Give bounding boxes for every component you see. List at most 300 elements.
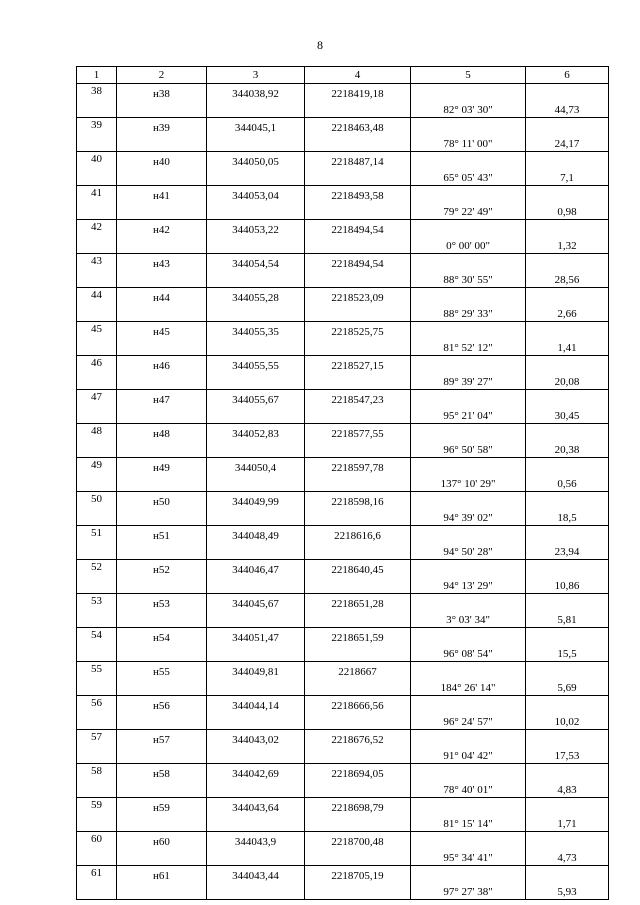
point-name-cell [117, 373, 207, 390]
table-row [77, 441, 609, 458]
point-name-cell [117, 135, 207, 152]
angle-cell: 95° 34' 41" [411, 849, 526, 866]
angle-cell [411, 560, 526, 577]
table-row [77, 492, 609, 509]
table-row [77, 424, 609, 441]
angle-cell: 3° 03' 34" [411, 611, 526, 628]
y-coordinate-cell [305, 577, 411, 594]
y-coordinate-cell: 2218651,59 [305, 628, 411, 645]
x-coordinate-cell: 344055,55 [207, 356, 305, 373]
distance-cell: 1,32 [526, 237, 609, 254]
angle-cell [411, 832, 526, 849]
table-row [77, 220, 609, 237]
header-cell: 4 [305, 67, 411, 84]
distance-cell: 30,45 [526, 407, 609, 424]
y-coordinate-cell [305, 679, 411, 696]
table-row [77, 169, 609, 186]
angle-cell: 95° 21' 04" [411, 407, 526, 424]
x-coordinate-cell [207, 169, 305, 186]
point-name-cell: н52 [117, 560, 207, 577]
angle-cell: 97° 27' 38" [411, 883, 526, 900]
x-coordinate-cell: 344038,92 [207, 84, 305, 101]
distance-cell: 4,83 [526, 781, 609, 798]
table-row [77, 254, 609, 271]
point-name-cell [117, 883, 207, 900]
angle-cell: 96° 50' 58" [411, 441, 526, 458]
angle-cell [411, 84, 526, 101]
angle-cell: 89° 39' 27" [411, 373, 526, 390]
distance-cell: 23,94 [526, 543, 609, 560]
point-name-cell: н39 [117, 118, 207, 135]
point-number-cell: 51 [77, 526, 117, 560]
point-number-cell: 41 [77, 186, 117, 220]
point-number-cell: 57 [77, 730, 117, 764]
angle-cell: 94° 39' 02" [411, 509, 526, 526]
x-coordinate-cell [207, 475, 305, 492]
table-row [77, 611, 609, 628]
table-row [77, 781, 609, 798]
distance-cell [526, 798, 609, 815]
header-cell: 1 [77, 67, 117, 84]
point-name-cell [117, 237, 207, 254]
angle-cell [411, 356, 526, 373]
distance-cell [526, 254, 609, 271]
point-name-cell [117, 339, 207, 356]
point-name-cell [117, 271, 207, 288]
y-coordinate-cell [305, 237, 411, 254]
x-coordinate-cell [207, 543, 305, 560]
table-row [77, 288, 609, 305]
y-coordinate-cell: 2218598,16 [305, 492, 411, 509]
distance-cell [526, 696, 609, 713]
angle-cell [411, 118, 526, 135]
distance-cell [526, 186, 609, 203]
x-coordinate-cell: 344048,49 [207, 526, 305, 543]
table-row [77, 560, 609, 577]
y-coordinate-cell: 2218667 [305, 662, 411, 679]
table-row [77, 322, 609, 339]
distance-cell: 20,38 [526, 441, 609, 458]
distance-cell [526, 322, 609, 339]
y-coordinate-cell [305, 645, 411, 662]
x-coordinate-cell [207, 271, 305, 288]
distance-cell [526, 526, 609, 543]
angle-cell [411, 866, 526, 883]
y-coordinate-cell: 2218597,78 [305, 458, 411, 475]
distance-cell [526, 832, 609, 849]
distance-cell: 4,73 [526, 849, 609, 866]
distance-cell [526, 424, 609, 441]
x-coordinate-cell [207, 373, 305, 390]
table-row [77, 271, 609, 288]
point-name-cell [117, 611, 207, 628]
point-number-cell: 40 [77, 152, 117, 186]
angle-cell: 88° 30' 55" [411, 271, 526, 288]
point-number-cell: 38 [77, 84, 117, 118]
x-coordinate-cell [207, 679, 305, 696]
y-coordinate-cell: 2218494,54 [305, 220, 411, 237]
table-row [77, 118, 609, 135]
y-coordinate-cell [305, 441, 411, 458]
y-coordinate-cell [305, 305, 411, 322]
point-number-cell: 46 [77, 356, 117, 390]
distance-cell [526, 220, 609, 237]
table-row [77, 356, 609, 373]
angle-cell: 88° 29' 33" [411, 305, 526, 322]
x-coordinate-cell [207, 339, 305, 356]
header-cell: 6 [526, 67, 609, 84]
distance-cell [526, 390, 609, 407]
angle-cell: 78° 40' 01" [411, 781, 526, 798]
distance-cell [526, 628, 609, 645]
x-coordinate-cell: 344051,47 [207, 628, 305, 645]
x-coordinate-cell [207, 713, 305, 730]
point-number-cell: 53 [77, 594, 117, 628]
table-row [77, 645, 609, 662]
angle-cell [411, 662, 526, 679]
y-coordinate-cell: 2218616,6 [305, 526, 411, 543]
distance-cell [526, 356, 609, 373]
table-row [77, 305, 609, 322]
x-coordinate-cell: 344055,35 [207, 322, 305, 339]
point-name-cell: н54 [117, 628, 207, 645]
x-coordinate-cell [207, 781, 305, 798]
angle-cell: 82° 03' 30" [411, 101, 526, 118]
angle-cell: 81° 15' 14" [411, 815, 526, 832]
x-coordinate-cell: 344053,22 [207, 220, 305, 237]
table-row [77, 747, 609, 764]
y-coordinate-cell: 2218487,14 [305, 152, 411, 169]
table-row [77, 373, 609, 390]
angle-cell: 137° 10' 29" [411, 475, 526, 492]
distance-cell: 5,81 [526, 611, 609, 628]
angle-cell [411, 424, 526, 441]
y-coordinate-cell: 2218577,55 [305, 424, 411, 441]
table-row [77, 866, 609, 883]
point-name-cell: н47 [117, 390, 207, 407]
y-coordinate-cell: 2218651,28 [305, 594, 411, 611]
point-number-cell: 42 [77, 220, 117, 254]
x-coordinate-cell: 344044,14 [207, 696, 305, 713]
distance-cell [526, 458, 609, 475]
distance-cell: 5,93 [526, 883, 609, 900]
point-name-cell: н53 [117, 594, 207, 611]
y-coordinate-cell: 2218527,15 [305, 356, 411, 373]
x-coordinate-cell [207, 203, 305, 220]
x-coordinate-cell: 344042,69 [207, 764, 305, 781]
distance-cell: 10,86 [526, 577, 609, 594]
y-coordinate-cell: 2218463,48 [305, 118, 411, 135]
x-coordinate-cell: 344046,47 [207, 560, 305, 577]
y-coordinate-cell: 2218523,09 [305, 288, 411, 305]
x-coordinate-cell [207, 237, 305, 254]
distance-cell: 18,5 [526, 509, 609, 526]
y-coordinate-cell [305, 475, 411, 492]
point-name-cell: н44 [117, 288, 207, 305]
point-name-cell: н45 [117, 322, 207, 339]
table-row [77, 526, 609, 543]
x-coordinate-cell [207, 441, 305, 458]
y-coordinate-cell: 2218547,23 [305, 390, 411, 407]
angle-cell: 94° 13' 29" [411, 577, 526, 594]
point-name-cell [117, 543, 207, 560]
table-row [77, 883, 609, 900]
distance-cell: 17,53 [526, 747, 609, 764]
y-coordinate-cell: 2218666,56 [305, 696, 411, 713]
angle-cell [411, 152, 526, 169]
point-name-cell: н55 [117, 662, 207, 679]
distance-cell: 24,17 [526, 135, 609, 152]
x-coordinate-cell: 344043,64 [207, 798, 305, 815]
header-cell: 2 [117, 67, 207, 84]
coordinates-table [76, 66, 609, 900]
x-coordinate-cell: 344043,44 [207, 866, 305, 883]
point-name-cell [117, 815, 207, 832]
point-name-cell [117, 441, 207, 458]
point-name-cell [117, 509, 207, 526]
angle-cell: 96° 08' 54" [411, 645, 526, 662]
point-number-cell: 55 [77, 662, 117, 696]
angle-cell [411, 798, 526, 815]
header-cell: 5 [411, 67, 526, 84]
y-coordinate-cell: 2218698,79 [305, 798, 411, 815]
table-row [77, 730, 609, 747]
table-row [77, 186, 609, 203]
table-row [77, 101, 609, 118]
y-coordinate-cell [305, 373, 411, 390]
table-row [77, 798, 609, 815]
point-name-cell: н59 [117, 798, 207, 815]
distance-cell: 2,66 [526, 305, 609, 322]
x-coordinate-cell [207, 101, 305, 118]
distance-cell [526, 492, 609, 509]
table-row [77, 713, 609, 730]
point-number-cell: 45 [77, 322, 117, 356]
angle-cell [411, 390, 526, 407]
table-row [77, 203, 609, 220]
distance-cell: 7,1 [526, 169, 609, 186]
x-coordinate-cell: 344049,81 [207, 662, 305, 679]
distance-cell: 0,98 [526, 203, 609, 220]
distance-cell [526, 662, 609, 679]
table-row [77, 475, 609, 492]
angle-cell [411, 458, 526, 475]
y-coordinate-cell: 2218640,45 [305, 560, 411, 577]
angle-cell [411, 594, 526, 611]
y-coordinate-cell [305, 611, 411, 628]
y-coordinate-cell [305, 509, 411, 526]
point-number-cell: 47 [77, 390, 117, 424]
y-coordinate-cell [305, 271, 411, 288]
point-name-cell [117, 203, 207, 220]
table-row [77, 662, 609, 679]
x-coordinate-cell: 344043,9 [207, 832, 305, 849]
distance-cell: 1,71 [526, 815, 609, 832]
distance-cell: 20,08 [526, 373, 609, 390]
y-coordinate-cell: 2218525,75 [305, 322, 411, 339]
x-coordinate-cell [207, 883, 305, 900]
y-coordinate-cell: 2218493,58 [305, 186, 411, 203]
table-row [77, 84, 609, 101]
table-row [77, 832, 609, 849]
x-coordinate-cell [207, 509, 305, 526]
point-name-cell [117, 781, 207, 798]
y-coordinate-cell [305, 849, 411, 866]
y-coordinate-cell: 2218705,19 [305, 866, 411, 883]
point-name-cell: н42 [117, 220, 207, 237]
y-coordinate-cell [305, 339, 411, 356]
point-name-cell: н57 [117, 730, 207, 747]
y-coordinate-cell [305, 135, 411, 152]
angle-cell [411, 220, 526, 237]
y-coordinate-cell [305, 407, 411, 424]
table-row [77, 509, 609, 526]
table-row [77, 543, 609, 560]
x-coordinate-cell [207, 611, 305, 628]
point-number-cell: 48 [77, 424, 117, 458]
distance-cell [526, 560, 609, 577]
angle-cell: 94° 50' 28" [411, 543, 526, 560]
point-number-cell: 52 [77, 560, 117, 594]
distance-cell: 44,73 [526, 101, 609, 118]
x-coordinate-cell: 344049,99 [207, 492, 305, 509]
angle-cell: 78° 11' 00" [411, 135, 526, 152]
y-coordinate-cell [305, 543, 411, 560]
angle-cell [411, 186, 526, 203]
point-name-cell: н61 [117, 866, 207, 883]
point-name-cell [117, 747, 207, 764]
table-row [77, 135, 609, 152]
point-name-cell [117, 577, 207, 594]
x-coordinate-cell: 344055,67 [207, 390, 305, 407]
x-coordinate-cell [207, 407, 305, 424]
point-name-cell: н58 [117, 764, 207, 781]
angle-cell [411, 254, 526, 271]
distance-cell: 15,5 [526, 645, 609, 662]
point-number-cell: 61 [77, 866, 117, 900]
point-name-cell [117, 679, 207, 696]
table-row [77, 407, 609, 424]
table-row [77, 237, 609, 254]
angle-cell: 0° 00' 00" [411, 237, 526, 254]
distance-cell [526, 594, 609, 611]
table-row [77, 628, 609, 645]
point-number-cell: 43 [77, 254, 117, 288]
point-name-cell [117, 407, 207, 424]
distance-cell [526, 288, 609, 305]
table-row [77, 458, 609, 475]
x-coordinate-cell: 344045,67 [207, 594, 305, 611]
angle-cell: 184° 26' 14" [411, 679, 526, 696]
point-number-cell: 56 [77, 696, 117, 730]
x-coordinate-cell [207, 815, 305, 832]
table-row [77, 696, 609, 713]
table-row [77, 764, 609, 781]
point-name-cell [117, 305, 207, 322]
x-coordinate-cell: 344053,04 [207, 186, 305, 203]
point-number-cell: 50 [77, 492, 117, 526]
angle-cell [411, 730, 526, 747]
y-coordinate-cell: 2218494,54 [305, 254, 411, 271]
point-number-cell: 60 [77, 832, 117, 866]
distance-cell: 5,69 [526, 679, 609, 696]
point-number-cell: 44 [77, 288, 117, 322]
y-coordinate-cell [305, 203, 411, 220]
angle-cell: 91° 04' 42" [411, 747, 526, 764]
y-coordinate-cell [305, 815, 411, 832]
table-row [77, 849, 609, 866]
point-name-cell [117, 101, 207, 118]
table-row [77, 577, 609, 594]
distance-cell [526, 84, 609, 101]
table-row [77, 594, 609, 611]
distance-cell [526, 118, 609, 135]
point-name-cell: н49 [117, 458, 207, 475]
x-coordinate-cell [207, 577, 305, 594]
angle-cell [411, 696, 526, 713]
x-coordinate-cell [207, 305, 305, 322]
x-coordinate-cell [207, 747, 305, 764]
x-coordinate-cell: 344045,1 [207, 118, 305, 135]
angle-cell: 81° 52' 12" [411, 339, 526, 356]
x-coordinate-cell: 344043,02 [207, 730, 305, 747]
angle-cell [411, 764, 526, 781]
distance-cell [526, 152, 609, 169]
angle-cell: 65° 05' 43" [411, 169, 526, 186]
point-name-cell: н40 [117, 152, 207, 169]
y-coordinate-cell: 2218676,52 [305, 730, 411, 747]
angle-cell: 79° 22' 49" [411, 203, 526, 220]
x-coordinate-cell: 344054,54 [207, 254, 305, 271]
angle-cell [411, 628, 526, 645]
y-coordinate-cell: 2218694,05 [305, 764, 411, 781]
header-cell: 3 [207, 67, 305, 84]
table-row [77, 152, 609, 169]
angle-cell: 96° 24' 57" [411, 713, 526, 730]
point-number-cell: 39 [77, 118, 117, 152]
y-coordinate-cell [305, 101, 411, 118]
point-name-cell [117, 169, 207, 186]
x-coordinate-cell: 344052,83 [207, 424, 305, 441]
point-name-cell: н38 [117, 84, 207, 101]
point-name-cell [117, 475, 207, 492]
distance-cell [526, 764, 609, 781]
y-coordinate-cell [305, 169, 411, 186]
point-name-cell: н60 [117, 832, 207, 849]
distance-cell: 10,02 [526, 713, 609, 730]
distance-cell: 0,56 [526, 475, 609, 492]
x-coordinate-cell: 344055,28 [207, 288, 305, 305]
point-name-cell [117, 645, 207, 662]
point-name-cell: н48 [117, 424, 207, 441]
y-coordinate-cell [305, 747, 411, 764]
y-coordinate-cell [305, 883, 411, 900]
point-number-cell: 58 [77, 764, 117, 798]
point-number-cell: 59 [77, 798, 117, 832]
table-row [77, 815, 609, 832]
y-coordinate-cell [305, 781, 411, 798]
y-coordinate-cell: 2218419,18 [305, 84, 411, 101]
point-name-cell: н41 [117, 186, 207, 203]
point-number-cell: 54 [77, 628, 117, 662]
point-name-cell [117, 849, 207, 866]
table-row [77, 679, 609, 696]
point-name-cell: н43 [117, 254, 207, 271]
angle-cell [411, 322, 526, 339]
distance-cell [526, 866, 609, 883]
point-number-cell: 49 [77, 458, 117, 492]
table-row [77, 339, 609, 356]
